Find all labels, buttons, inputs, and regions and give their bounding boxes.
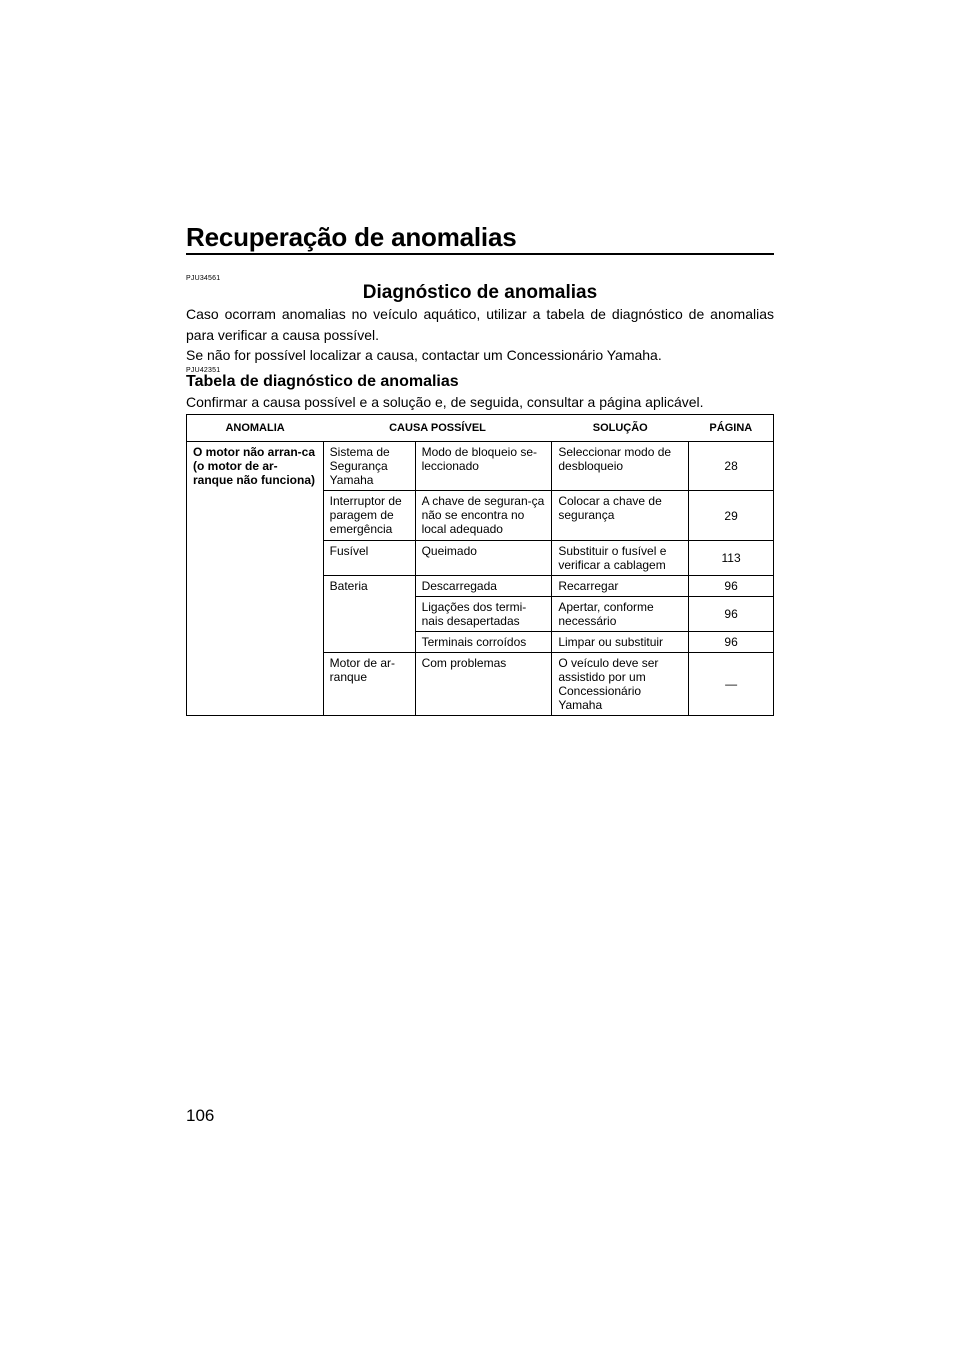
cause-cell: Queimado <box>415 541 552 576</box>
page-cell: 96 <box>689 632 774 653</box>
diagnostic-table <box>186 414 774 716</box>
page-cell: 96 <box>689 576 774 597</box>
component-cell: Bateria <box>323 576 415 653</box>
header-solucao: SOLUÇÃO <box>552 415 689 442</box>
header-causa: CAUSA POSSÍVEL <box>323 415 552 442</box>
page-cell: — <box>689 653 774 716</box>
solution-cell: Recarregar <box>552 576 689 597</box>
solution-cell: Colocar a chave de segurança <box>552 491 689 541</box>
cause-cell: Descarregada <box>415 576 552 597</box>
header-rule <box>186 253 774 255</box>
subsection-paragraph: Confirmar a causa possível e a solução e, de seguida, consultar a página aplicável. <box>186 394 704 410</box>
page-number: 106 <box>186 1106 215 1125</box>
page-cell: 113 <box>689 541 774 576</box>
cause-cell: Ligações dos termi-nais desapertadas <box>415 597 552 632</box>
header-anomalia: ANOMALIA <box>187 415 324 442</box>
header-pagina: PÁGINA <box>689 415 774 442</box>
page-cell: 29 <box>689 491 774 541</box>
section-paragraph-1: Caso ocorram anomalias no veículo aquático, utilizar a tabela de diagnóstico de anomalias para verificar a causa possível. <box>186 306 774 343</box>
section-title: Diagnóstico de anomalias <box>362 282 598 303</box>
table-row <box>187 442 774 491</box>
page-title: Recuperação de anomalias <box>186 222 517 252</box>
component-cell: Fusível <box>323 541 415 576</box>
component-cell: Interruptor de paragem de emergência <box>323 491 415 541</box>
solution-cell: O veículo deve ser assistido por um Concessionário Yamaha <box>552 653 689 716</box>
subsection-code: PJU42351 <box>186 367 221 374</box>
section-code: PJU34561 <box>186 275 221 282</box>
anomaly-cell: O motor não arran-ca (o motor de ar-ranque não funciona) <box>193 445 316 487</box>
solution-cell: Substituir o fusível e verificar a cablagem <box>552 541 689 576</box>
cause-cell: A chave de seguran-ça não se encontra no local adequado <box>415 491 552 541</box>
component-cell: Motor de ar-ranque <box>323 653 415 716</box>
table-header-row <box>187 415 774 442</box>
cause-cell: Com problemas <box>415 653 552 716</box>
page-cell: 28 <box>689 442 774 491</box>
solution-cell: Limpar ou substituir <box>552 632 689 653</box>
component-cell: Sistema de Segurança Yamaha <box>323 442 415 491</box>
page-cell: 96 <box>689 597 774 632</box>
section-paragraph-2: Se não for possível localizar a causa, contactar um Concessionário Yamaha. <box>186 347 662 363</box>
solution-cell: Apertar, conforme necessário <box>552 597 689 632</box>
subsection-title: Tabela de diagnóstico de anomalias <box>186 373 459 390</box>
cause-cell: Modo de bloqueio se-leccionado <box>415 442 552 491</box>
solution-cell: Seleccionar modo de desbloqueio <box>552 442 689 491</box>
cause-cell: Terminais corroídos <box>415 632 552 653</box>
